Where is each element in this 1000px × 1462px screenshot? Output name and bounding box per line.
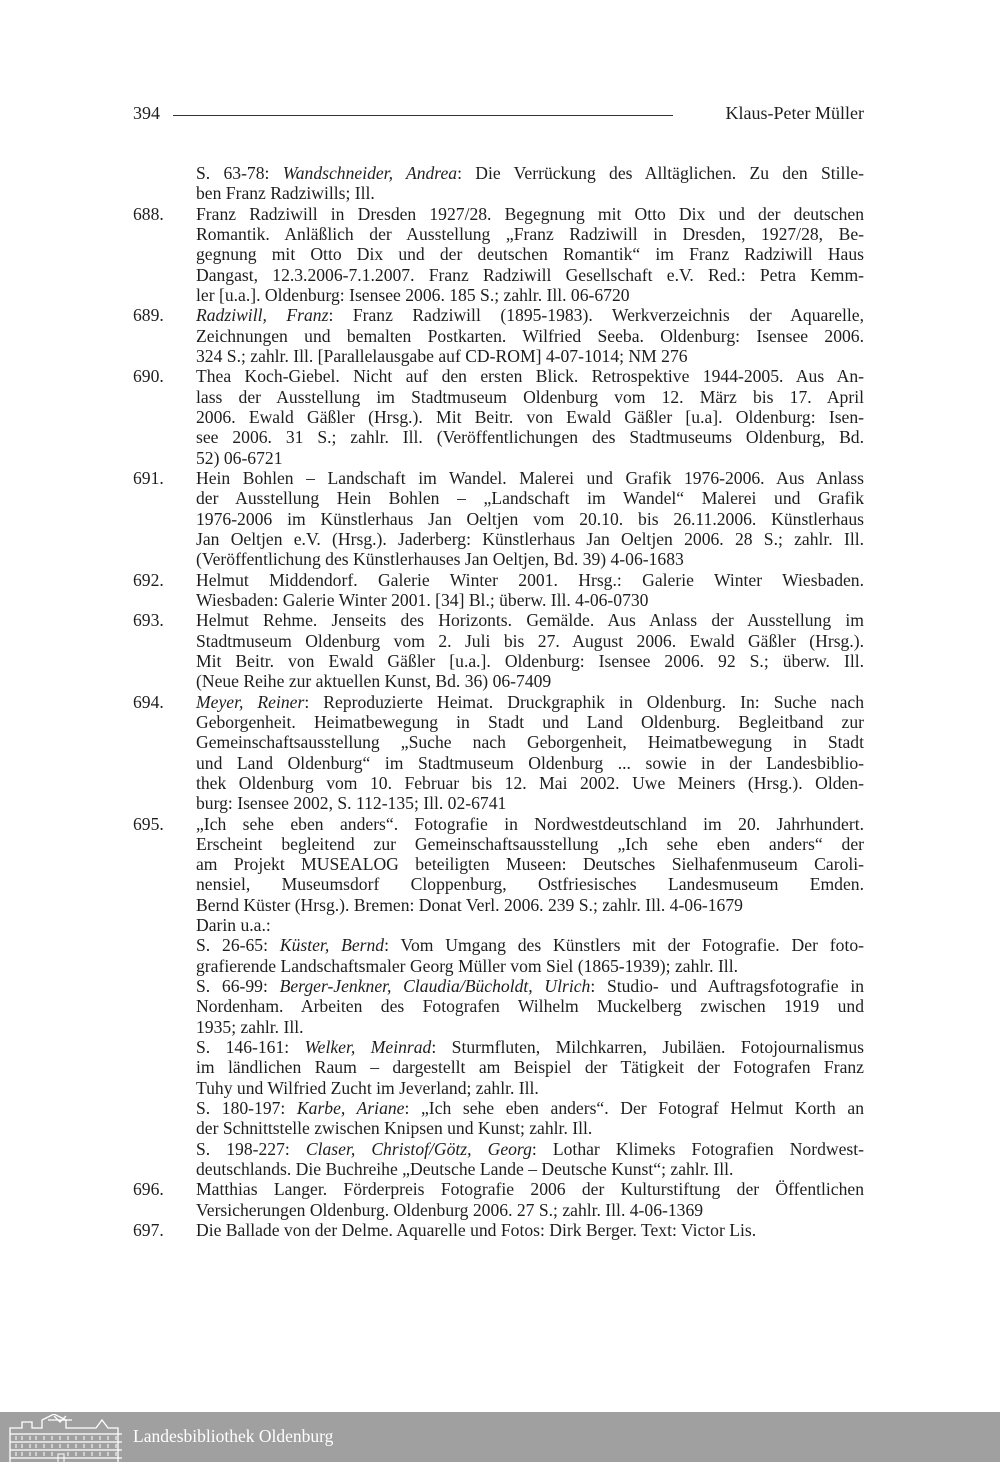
entry-text: : Sturmfluten, Milchkarren, Jubiläen. Fotojournalismus	[431, 1037, 865, 1058]
entry-text-line: Helmut Middendorf. Galerie Winter 2001. Hrsg.: Galerie Winter Wiesbaden.	[196, 569, 864, 590]
entry-text: : „Ich sehe eben anders“. Der Fotograf Helmut Korth an	[404, 1098, 865, 1119]
entry-number: 691.	[133, 467, 164, 488]
library-building-logo-icon	[8, 1414, 124, 1462]
entry-text-line: „Ich sehe eben anders“. Fotografie in Nordwestdeutschland im 20. Jahrhundert.	[196, 813, 864, 834]
bibliography-entry	[133, 163, 864, 204]
author-name: Meyer, Reiner	[196, 691, 305, 712]
entry-text-line: der Ausstellung Hein Bohlen – „Landschaft im Wandel“ Malerei und Grafik	[196, 488, 864, 509]
entry-text-line: thek Oldenburg vom 10. Februar bis 12. Mai 2002. Uwe Meiners (Hrsg.). Olden-	[196, 772, 864, 793]
entry-text: S. 26-65:	[196, 935, 280, 956]
entry-text-line	[196, 163, 864, 183]
entry-number: 695.	[133, 813, 164, 834]
entry-text-line: nensiel, Museumsdorf Cloppenburg, Ostfriesisches Landesmuseum Emden.	[196, 874, 864, 895]
entry-number: 689.	[133, 305, 164, 326]
bibliography-entry	[133, 1179, 864, 1220]
entry-text-line: Nordenham. Arbeiten des Fotografen Wilhelm Muckelberg zwischen 1919 und	[196, 996, 864, 1017]
entry-number: 694.	[133, 691, 164, 712]
author-name: Küster, Bernd	[279, 935, 385, 956]
entry-text-line: Jan Oeltjen e.V. (Hrsg.). Jaderberg: Künstlerhaus Jan Oeltjen 2006. 28 S.; zahlr. Ill.	[196, 528, 864, 549]
bibliography-entry	[133, 366, 864, 468]
bibliography-entry	[133, 468, 864, 570]
library-name: Landesbibliothek Oldenburg	[133, 1426, 334, 1446]
entry-text-line	[196, 1037, 864, 1057]
entry-text-line: Romantik. Anläßlich der Ausstellung „Franz Radziwill in Dresden, 1927/28, Be-	[196, 223, 864, 244]
bibliography-entry	[133, 1220, 864, 1240]
entry-text-line	[196, 976, 864, 996]
bibliography-entry	[133, 692, 864, 814]
entry-text-line: Franz Radziwill in Dresden 1927/28. Begegnung mit Otto Dix und der deutschen	[196, 203, 864, 224]
entry-text-line: Matthias Langer. Förderpreis Fotografie 2006 der Kulturstiftung der Öffentlichen	[196, 1179, 864, 1200]
entry-text-line: und Land Oldenburg“ im Stadtmuseum Oldenburg ... sowie in der Landesbiblio-	[196, 752, 864, 773]
bibliography-entry	[133, 204, 864, 306]
library-footer-banner	[0, 1412, 1000, 1462]
entry-text: : Die Verrückung des Alltäglichen. Zu den Stille-	[457, 163, 864, 183]
entry-text-line: 1976-2006 im Künstlerhaus Jan Oeltjen vom 20.10. bis 26.11.2006. Künstlerhaus	[196, 508, 864, 529]
entry-number: 690.	[133, 366, 164, 387]
bibliography-entry	[133, 610, 864, 691]
entry-text: S. 66-99:	[196, 976, 280, 997]
entry-text-line: am Projekt MUSEALOG beteiligten Museen: Deutsches Sielhafenmuseum Caroli-	[196, 854, 864, 875]
entry-text: : Reproduzierte Heimat. Druckgraphik in Oldenburg. In: Suche nach	[304, 691, 864, 712]
running-head-author: Klaus-Peter Müller	[725, 103, 864, 123]
entry-text-line: Die Ballade von der Delme. Aquarelle und Fotos: Dirk Berger. Text: Victor Lis.	[196, 1220, 757, 1241]
author-name: Claser, Christof/Götz, Georg	[305, 1138, 532, 1159]
entry-text: S. 198-227:	[196, 1138, 306, 1159]
entry-text: : Franz Radziwill (1895-1983). Werkverzeichnis der Aquarelle,	[328, 305, 864, 326]
entry-text-line: Zeichnungen und bemalten Postkarten. Wilfried Seeba. Oldenburg: Isensee 2006.	[196, 325, 864, 346]
entry-text-line: deutschlands. Die Buchreihe „Deutsche Lande – Deutsche Kunst“; zahlr. Ill.	[196, 1159, 734, 1180]
entry-text: S. 180-197:	[196, 1098, 297, 1119]
author-name: Berger-Jenkner, Claudia/Bücholdt, Ulrich	[279, 976, 591, 997]
entry-text-line: lass der Ausstellung im Stadtmuseum Oldenburg vom 12. März bis 17. April	[196, 386, 864, 407]
header-rule	[173, 115, 673, 116]
author-name: Radziwill, Franz	[196, 305, 329, 326]
entry-text-line: ben Franz Radziwills; Ill.	[196, 183, 375, 204]
entry-text-line: Mit Beitr. von Ewald Gäßler [u.a.]. Oldenburg: Isensee 2006. 92 S.; überw. Ill.	[196, 650, 864, 671]
entry-text-line: 1935; zahlr. Ill.	[196, 1016, 304, 1037]
entry-text-line: Hein Bohlen – Landschaft im Wandel. Malerei und Grafik 1976-2006. Aus Anlass	[196, 467, 864, 488]
bibliography-entry	[133, 814, 864, 1180]
entry-text-line: ler [u.a.]. Oldenburg: Isensee 2006. 185 S.; zahlr. Ill. 06-6720	[196, 284, 630, 305]
bibliography-entry	[133, 305, 864, 366]
entry-text-line: Stadtmuseum Oldenburg vom 2. Juli bis 27. August 2006. Ewald Gäßler (Hrsg.).	[196, 630, 864, 651]
entry-text-line: der Schnittstelle zwischen Knipsen und Kunst; zahlr. Ill.	[196, 1118, 593, 1139]
author-name: Welker, Meinrad	[304, 1037, 432, 1058]
entry-text: : Vom Umgang des Künstlers mit der Fotografie. Der foto-	[384, 935, 864, 956]
bibliography-entry	[133, 570, 864, 611]
entry-text: : Lothar Klimeks Fotografien Nordwest-	[531, 1138, 864, 1159]
entry-text-line: 324 S.; zahlr. Ill. [Parallelausgabe auf CD-ROM] 4-07-1014; NM 276	[196, 345, 688, 366]
entry-text: : Studio- und Auftragsfotografie in	[590, 976, 864, 997]
entry-text: S. 63-78:	[196, 163, 283, 183]
entry-text-line: Bernd Küster (Hrsg.). Bremen: Donat Verl. 2006. 239 S.; zahlr. Ill. 4-06-1679	[196, 894, 743, 915]
entry-text-line: gegnung mit Otto Dix und der deutschen Romantik“ im Franz Radziwill Haus	[196, 244, 864, 265]
entry-text-line: Tuhy und Wilfried Zucht im Jeverland; zahlr. Ill.	[196, 1077, 539, 1098]
entry-text-line: (Neue Reihe zur aktuellen Kunst, Bd. 36) 06-7409	[196, 671, 552, 692]
entry-text: S. 146-161:	[196, 1037, 305, 1058]
page-number: 394	[133, 103, 160, 123]
entry-text-line: Darin u.a.:	[196, 915, 271, 936]
entry-text-line: Versicherungen Oldenburg. Oldenburg 2006. 27 S.; zahlr. Ill. 4-06-1369	[196, 1199, 704, 1220]
entry-text-line: Gemeinschaftsausstellung „Suche nach Geborgenheit, Heimatbewegung in Stadt	[196, 732, 864, 753]
entry-text-line	[196, 1139, 864, 1159]
entry-text-line: burg: Isensee 2002, S. 112-135; Ill. 02-6741	[196, 793, 507, 814]
entry-text-line: grafierende Landschaftsmaler Georg Müller vom Siel (1865-1939); zahlr. Ill.	[196, 955, 738, 976]
bibliography-list	[133, 163, 864, 1240]
author-name: Karbe, Ariane	[296, 1098, 405, 1119]
entry-text-line: Wiesbaden: Galerie Winter 2001. [34] Bl.; überw. Ill. 4-06-0730	[196, 589, 649, 610]
entry-number: 688.	[133, 203, 164, 224]
entry-text-line: Geborgenheit. Heimatbewegung in Stadt und Land Oldenburg. Begleitband zur	[196, 711, 864, 732]
entry-text-line: Dangast, 12.3.2006-7.1.2007. Franz Radziwill Gesellschaft e.V. Red.: Petra Kemm-	[196, 264, 864, 285]
author-name: Wandschneider, Andrea	[282, 163, 458, 183]
entry-text-line: 52) 06-6721	[196, 447, 283, 468]
entry-number: 692.	[133, 569, 164, 590]
entry-text-line	[196, 1098, 864, 1118]
entry-text-line: (Veröffentlichung des Künstlerhauses Jan Oeltjen, Bd. 39) 4-06-1683	[196, 549, 684, 570]
entry-text-line: Thea Koch-Giebel. Nicht auf den ersten Blick. Retrospektive 1944-2005. Aus An-	[196, 366, 864, 387]
entry-text-line	[196, 935, 864, 955]
entry-text-line: Erscheint begleitend zur Gemeinschaftsausstellung „Ich sehe eben anders“ der	[196, 833, 864, 854]
entry-text-line: Helmut Rehme. Jenseits des Horizonts. Gemälde. Aus Anlass der Ausstellung im	[196, 610, 864, 631]
entry-number: 693.	[133, 610, 164, 631]
entry-text-line	[196, 692, 864, 712]
entry-number: 696.	[133, 1179, 164, 1200]
entry-text-line	[196, 305, 864, 325]
entry-text-line: im ländlichen Raum – dargestellt am Beispiel der Tätigkeit der Fotografen Franz	[196, 1057, 864, 1078]
entry-text-line: 2006. Ewald Gäßler (Hrsg.). Mit Beitr. von Ewald Gäßler [u.a]. Oldenburg: Isen-	[196, 406, 864, 427]
entry-number: 697.	[133, 1220, 164, 1241]
entry-text-line: see 2006. 31 S.; zahlr. Ill. (Veröffentlichungen des Stadtmuseums Oldenburg, Bd.	[196, 427, 864, 448]
